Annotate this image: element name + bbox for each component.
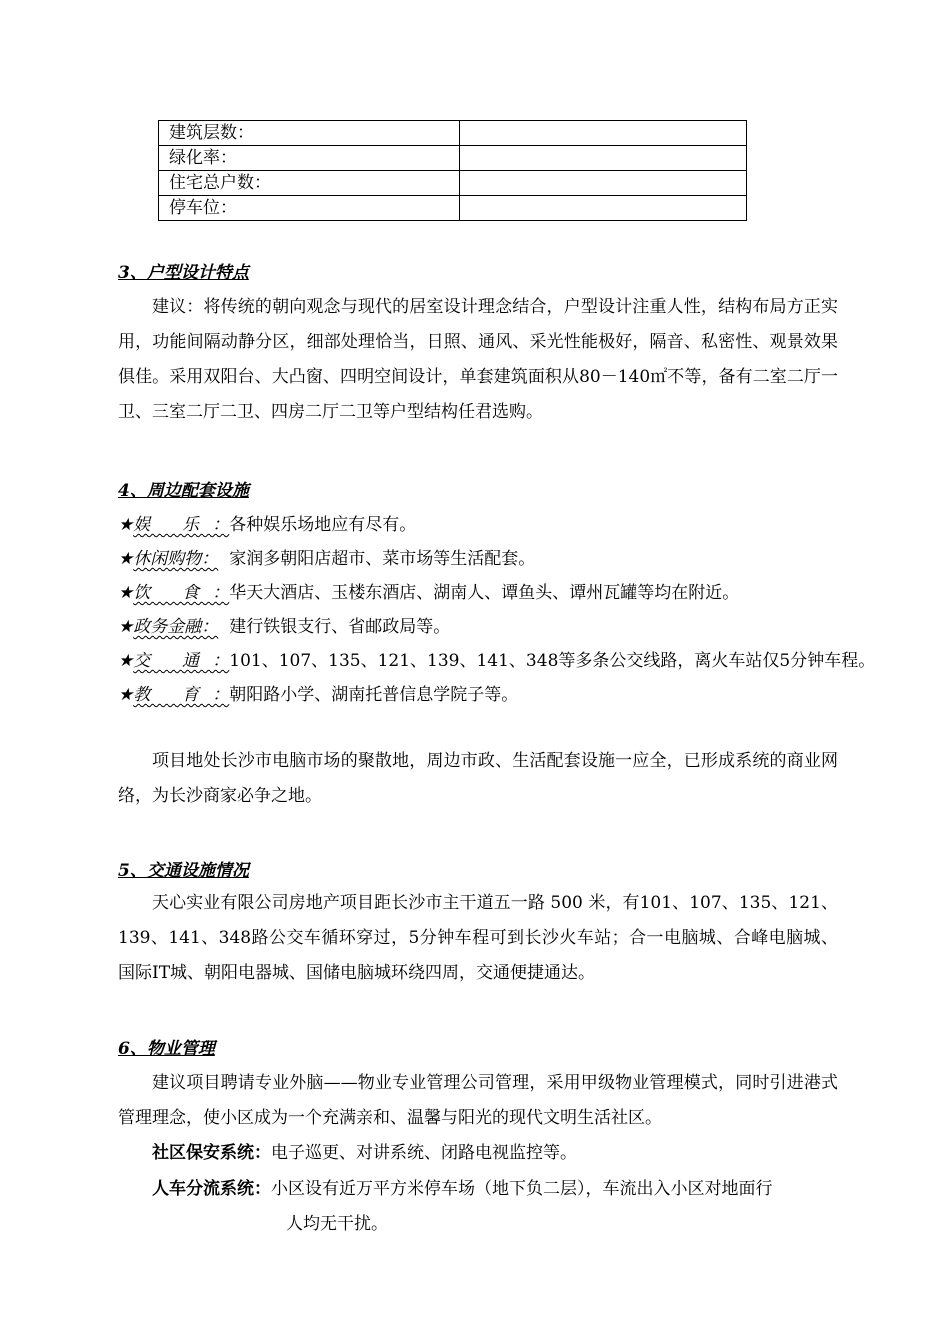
section-heading-facilities: 4、周边配套设施 [118,481,249,501]
section-heading-unit-design: 3、户型设计特点 [118,263,249,283]
property-management-paragraph: 建议项目聘请专业外脑——物业专业管理公司管理，采用甲级物业管理模式，同时引进港式管理理念，使小区成为一个充满亲和、温馨与阳光的现代文明生活社区。 [118,1073,838,1128]
security-system-value: 电子巡更、对讲系统、闭路电视监控等。 [271,1143,577,1163]
table-cell-label: 绿化率： [159,146,460,171]
star-icon: ★ [118,515,134,535]
table-cell-value [460,121,747,146]
security-system-line [152,1136,577,1171]
facility-key: 休闲购物： [133,549,219,569]
facility-key: 饮 食： [133,583,230,603]
table-cell-label: 停车位： [159,196,460,221]
star-icon: ★ [118,617,134,637]
table-row [159,171,747,196]
star-icon: ★ [118,549,134,569]
facility-key: 交 通： [133,651,230,671]
facilities-summary: 项目地处长沙市电脑市场的聚散地，周边市政、生活配套设施一应全，已形成系统的商业网络，为长沙商家必争之地。 [118,751,838,806]
table-cell-label: 建筑层数： [159,121,460,146]
facility-value: 朝阳路小学、湖南托普信息学院子等。 [229,685,519,705]
traffic-separation-key: 人车分流系统： [152,1179,271,1199]
table-row [159,146,747,171]
table-cell-value [460,196,747,221]
project-info-table [158,120,747,221]
security-system-key: 社区保安系统： [152,1143,271,1163]
table-row [159,121,747,146]
list-item [118,508,858,542]
star-icon: ★ [118,583,134,603]
list-item [118,610,858,644]
section-heading-property-management: 6、物业管理 [118,1039,215,1059]
table-row [159,196,747,221]
facility-value: 建行铁银支行、省邮政局等。 [229,617,451,637]
list-item [118,542,858,576]
traffic-separation-line [152,1172,852,1242]
facility-value: 华天大酒店、玉楼东酒店、湖南人、谭鱼头、谭州瓦罐等均在附近。 [229,583,740,603]
traffic-paragraph: 天心实业有限公司房地产项目距长沙市主干道五一路 500 米，有101、107、135、121、139、141、348路公交车循环穿过，5分钟车程可到长沙火车站；合一电脑城、合峰电脑城、国际IT城、朝阳电器城、国储电脑城环绕四周，交通便捷通达。 [118,893,838,983]
facility-value: 101、107、135、121、139、141、348等多条公交线路，离火车站仅5分钟车程。 [229,651,876,671]
traffic-separation-value-line2: 人均无干扰。 [286,1214,388,1234]
star-icon: ★ [118,685,134,705]
list-item [118,576,858,610]
facility-key: 政务金融： [133,617,219,637]
table-cell-value [460,171,747,196]
table-cell-value [460,146,747,171]
list-item [118,644,876,678]
facility-value: 各种娱乐场地应有尽有。 [229,515,417,535]
facility-value: 家润多朝阳店超市、菜市场等生活配套。 [229,549,536,569]
table-cell-label: 住宅总户数： [159,171,460,196]
unit-design-paragraph: 建议：将传统的朝向观念与现代的居室设计理念结合，户型设计注重人性，结构布局方正实用，功能间隔动静分区，细部处理恰当，日照、通风、采光性能极好，隔音、私密性、观景效果俱佳。采用双阳台、大凸窗、四明空间设计，单套建筑面积从80－140㎡不等，备有二室二厅一卫、三室二厅二卫、四房二厅二卫等户型结构任君选购。 [118,297,838,422]
section-heading-traffic: 5、交通设施情况 [118,861,249,881]
facility-key: 教 育： [133,685,230,705]
traffic-separation-value-line1: 小区设有近万平方米停车场（地下负二层），车流出入小区对地面行 [271,1179,773,1199]
list-item [118,678,858,712]
facility-key: 娱 乐： [133,515,230,535]
facilities-list [118,508,876,712]
star-icon: ★ [118,651,134,671]
